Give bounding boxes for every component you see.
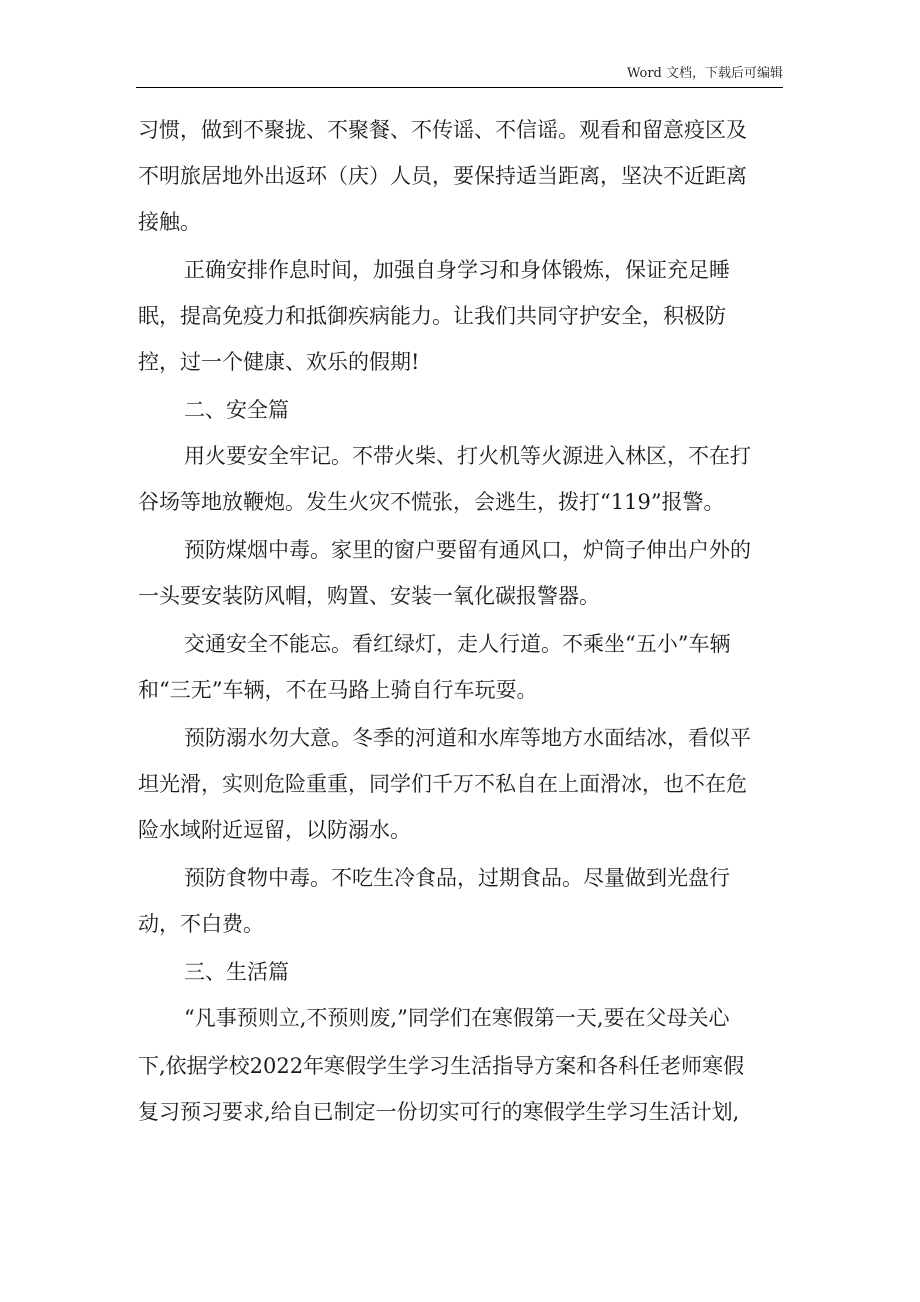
text-line: 三、生活篇 xyxy=(184,960,289,984)
text-line: 二、安全篇 xyxy=(184,398,289,422)
page-header xyxy=(136,66,783,88)
text-line: 接触。 xyxy=(138,210,201,234)
text-line: 眠，提高免疫力和抵御疾病能力。让我们共同守护安全，积极防 xyxy=(138,304,726,328)
text-line: 和“三无”车辆，不在马路上骑自行车玩耍。 xyxy=(138,678,538,702)
text-line: “凡事预则立,不预则废,”同学们在寒假第一天,要在父母关心 xyxy=(184,1006,730,1030)
text-line: 预防食物中毒。不吃生冷食品，过期食品。尽量做到光盘行 xyxy=(184,866,730,890)
text-line: 不明旅居地外出返环（庆）人员，要保持适当距离，坚决不近距离 xyxy=(138,164,747,188)
text-line: 险水域附近逗留，以防溺水。 xyxy=(138,818,411,842)
text-line: 习惯，做到不聚拢、不聚餐、不传谣、不信谣。观看和留意疫区及 xyxy=(138,118,747,142)
text-line: 正确安排作息时间，加强自身学习和身体锻炼，保证充足睡 xyxy=(184,258,730,282)
text-line: 交通安全不能忘。看红绿灯，走人行道。不乘坐“五小”车辆 xyxy=(184,632,731,656)
text-line: 谷场等地放鞭炮。发生火灾不慌张，会逃生，拨打“119”报警。 xyxy=(138,490,725,514)
text-line: 用火要安全牢记。不带火柴、打火机等火源进入林区，不在打 xyxy=(184,444,751,468)
text-line: 预防煤烟中毒。家里的窗户要留有通风口，炉筒子伸出户外的 xyxy=(184,538,751,562)
text-line: 下,依据学校2022年寒假学生学习生活指导方案和各科任老师寒假 xyxy=(138,1054,745,1078)
text-line: 一头要安装防风帽，购置、安装一氧化碳报警器。 xyxy=(138,584,600,608)
text-line: 控，过一个健康、欢乐的假期! xyxy=(138,350,420,374)
header-text: Word 文档，下载后可编辑 xyxy=(627,66,783,81)
text-line: 坦光滑，实则危险重重，同学们千万不私自在上面滑冰，也不在危 xyxy=(138,772,747,796)
text-line: 预防溺水勿大意。冬季的河道和水库等地方水面结冰，看似平 xyxy=(184,726,751,750)
text-line: 复习预习要求,给自已制定一份切实可行的寒假学生学习生活计划, xyxy=(138,1100,740,1124)
text-line: 动，不白费。 xyxy=(138,912,264,936)
